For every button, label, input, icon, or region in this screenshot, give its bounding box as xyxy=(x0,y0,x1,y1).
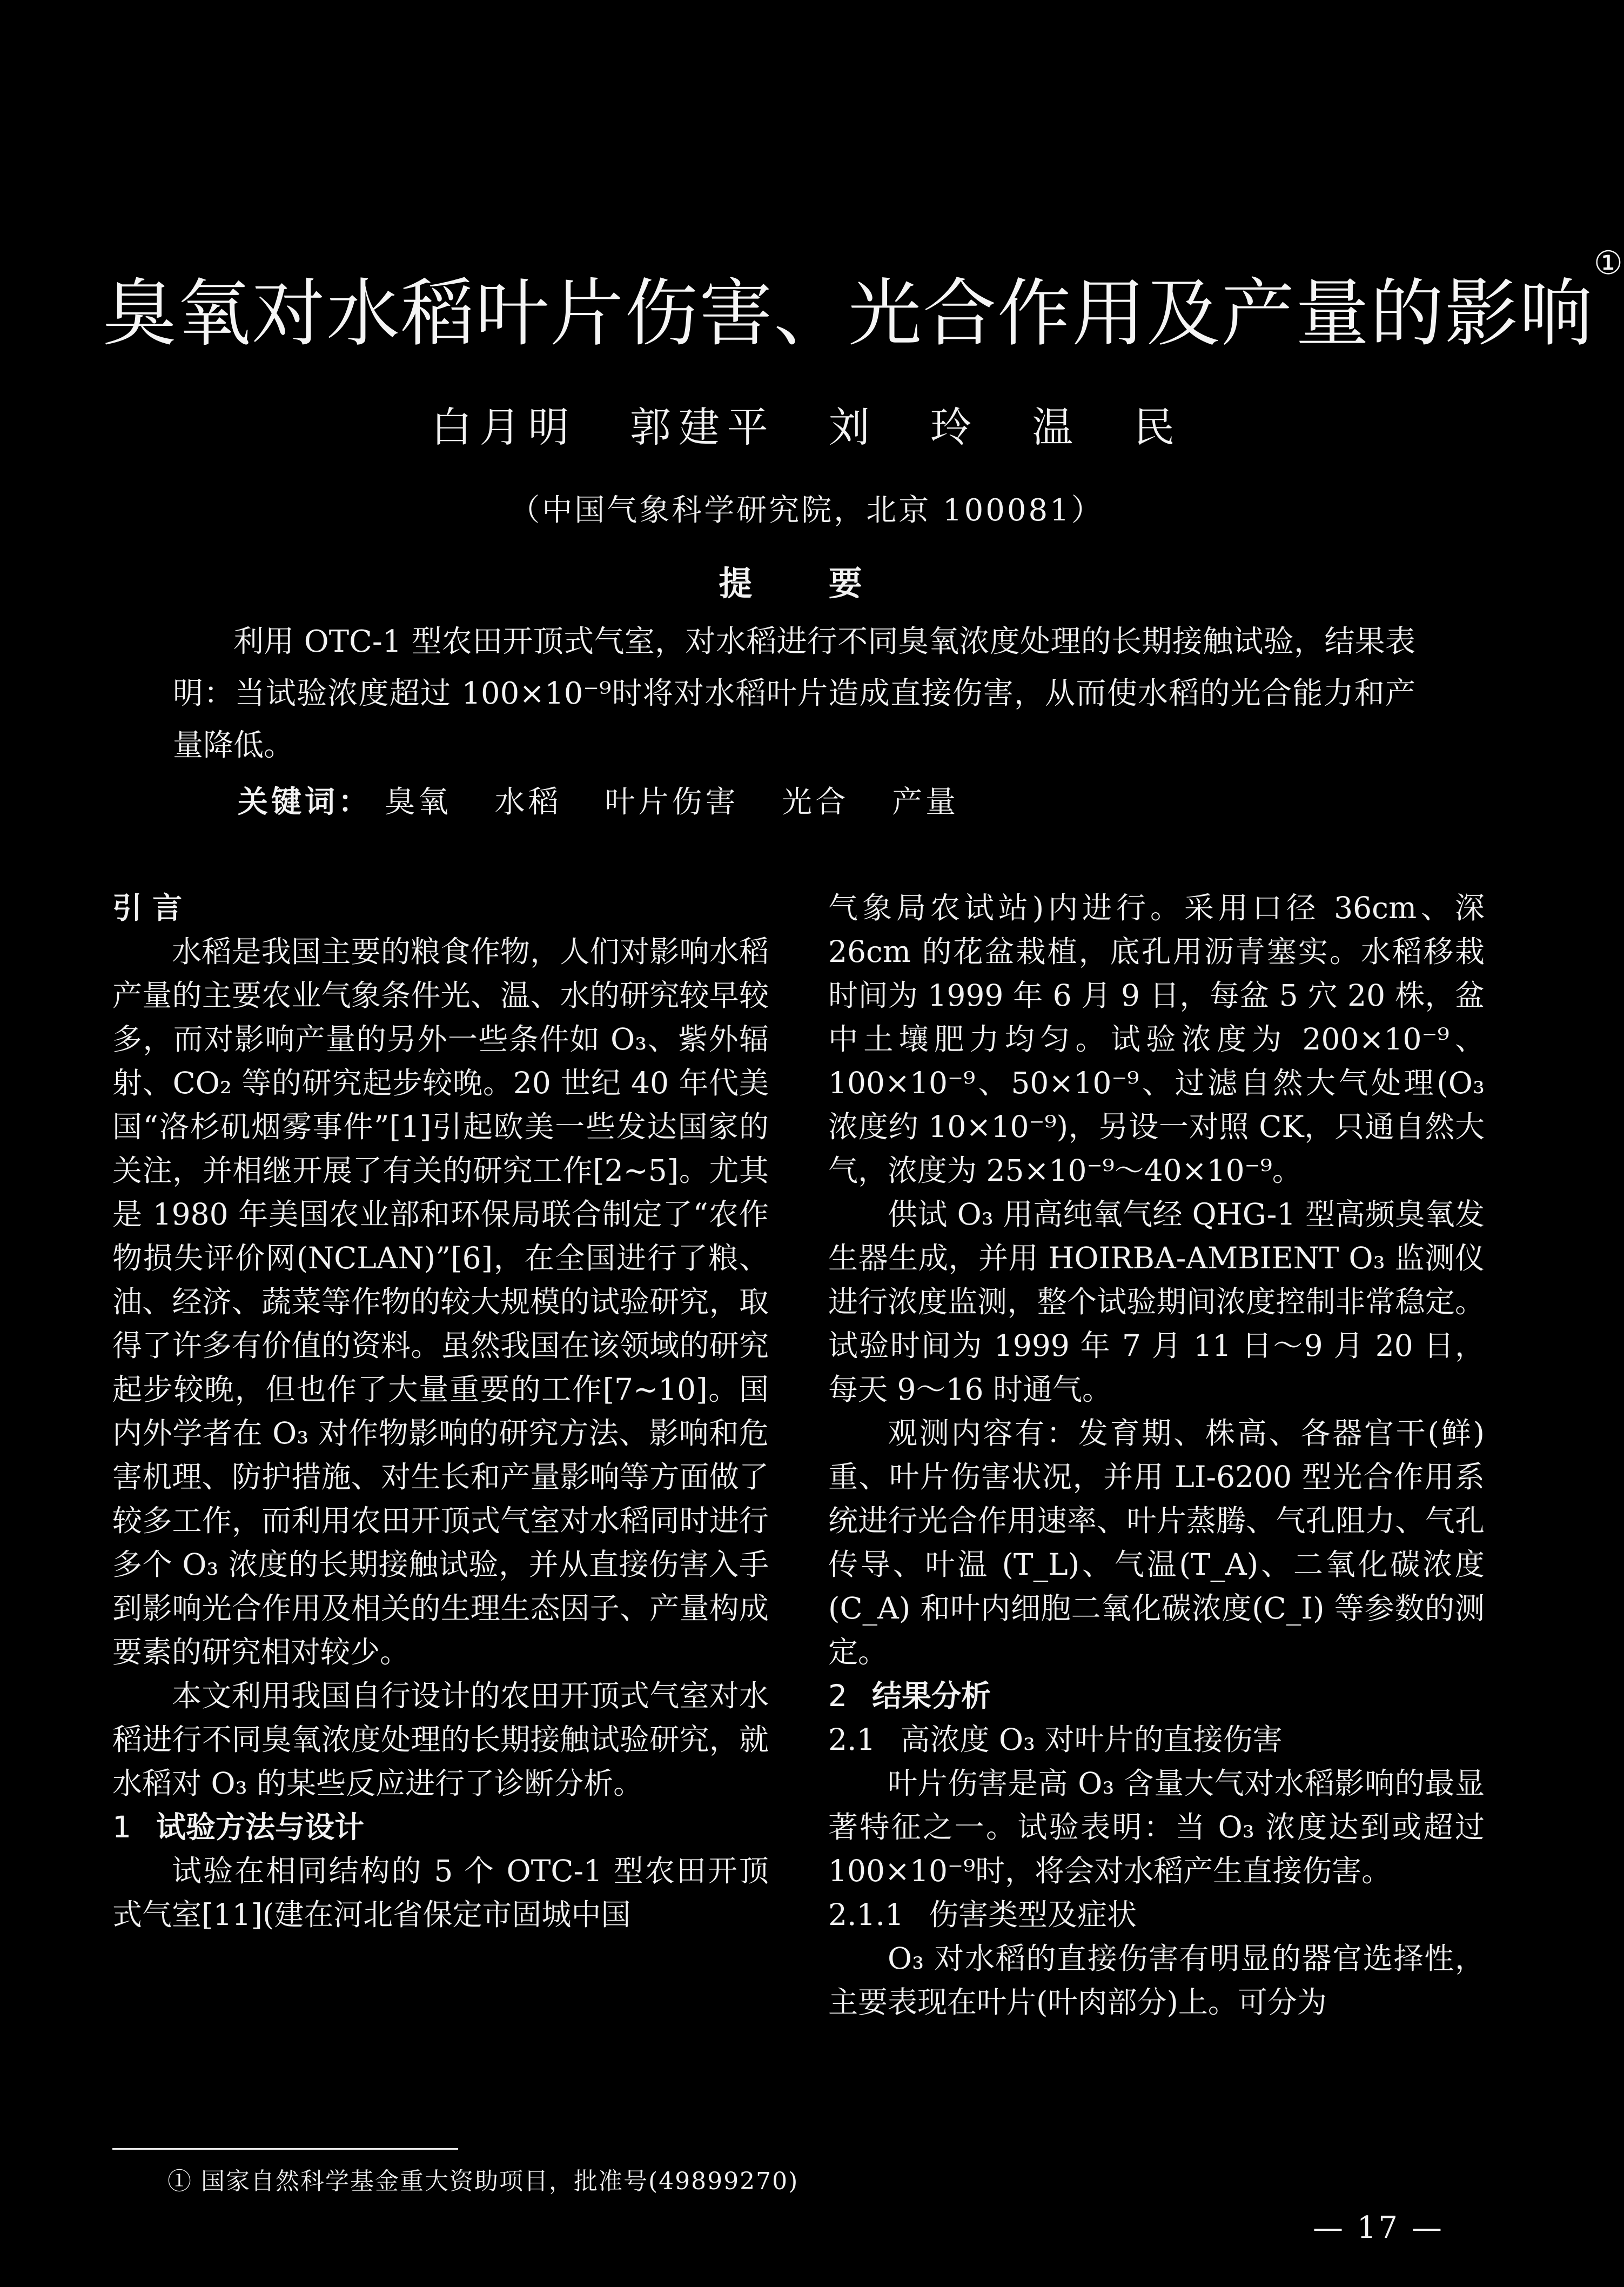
section-number: 1 xyxy=(112,1810,131,1844)
title-footnote-mark: ① xyxy=(1594,244,1624,282)
section-heading-intro: 引 言 xyxy=(112,891,183,925)
affiliation: （中国气象科学研究院，北京 100081） xyxy=(509,493,1104,528)
author-name: 刘 玲 xyxy=(828,403,979,451)
keywords-label: 关键词： xyxy=(238,785,372,820)
page-number: — 17 — xyxy=(1313,2210,1444,2245)
paragraph: O₃ 对水稻的直接伤害有明显的器官选择性，主要表现在叶片(叶肉部分)上。可分为 xyxy=(828,1941,1485,2019)
section-title: 结果分析 xyxy=(872,1679,991,1713)
section-heading-1 xyxy=(112,1805,769,1849)
paragraph: 水稻是我国主要的粮食作物，人们对影响水稻产量的主要农业气象条件光、温、水的研究较早较多，而对影响产量的另外一些条件如 O₃、紫外辐射、CO₂ 等的研究起步较晚。20 世纪 40 年代美国“洛杉矶烟雾事件”[1]引起欧美一些发达国家的关注，并相继开展了有关的研究工作[2~5]。尤其是 1980 年美国农业部和环保局联合制定了“农作物损失评价网(NCLAN)”[6]，在全国进行了粮、油、经济、蔬菜等作物的较大规模的试验研究，取得了许多有价值的资料。虽然我国在该领域的研究起步较晚，但也作了大量重要的工作[7~10]。国内外学者在 O₃ 对作物影响的研究方法、影响和危害机理、防护措施、对生长和产量影响等方面做了较多工作，而利用农田开顶式气室对水稻同时进行多个 O₃ 浓度的长期接触试验，并从直接伤害入手到影响光合作用及相关的生理生态因子、产量构成要素的研究相对较少。 xyxy=(112,934,769,1669)
author-list xyxy=(0,394,1613,453)
right-column xyxy=(828,886,1485,2024)
author-name: 白月明 xyxy=(431,403,577,451)
keyword: 产量 xyxy=(892,785,959,820)
subsection-heading-2-1-1 xyxy=(828,1893,1485,1937)
abstract-heading: 提 要 xyxy=(719,564,895,603)
subsection-heading-2-1 xyxy=(828,1718,1485,1762)
section-number: 2.1.1 xyxy=(828,1897,904,1932)
paragraph: 观测内容有：发育期、株高、各器官干(鲜)重、叶片伤害状况，并用 LI-6200 型光合作用系统进行光合作用速率、叶片蒸腾、气孔阻力、气孔传导、叶温 (T_L)、气温(T_A)、二氧化碳浓度(C_A) 和叶内细胞二氧化碳浓度(C_I) 等参数的测定。 xyxy=(828,1416,1485,1669)
paper-title: 臭氧对水稻叶片伤害、光合作用及产量的影响① xyxy=(103,244,1624,357)
section-number: 2.1 xyxy=(828,1722,876,1757)
keywords xyxy=(238,778,1426,821)
paragraph: 供试 O₃ 用高纯氧气经 QHG-1 型高频臭氧发生器生成，并用 HOIRBA-AMBIENT O₃ 监测仪进行浓度监测，整个试验期间浓度控制非常稳定。试验时间为 1999 年 7 月 11 日～9 月 20 日，每天 9～16 时通气。 xyxy=(828,1197,1485,1407)
keyword: 叶片伤害 xyxy=(605,785,739,820)
section-title: 高浓度 O₃ 对叶片的直接伤害 xyxy=(900,1722,1283,1757)
paragraph: 叶片伤害是高 O₃ 含量大气对水稻影响的最显著特征之一。试验表明：当 O₃ 浓度达到或超过 100×10⁻⁹时，将会对水稻产生直接伤害。 xyxy=(828,1766,1485,1888)
section-heading-2 xyxy=(828,1674,1485,1718)
keyword: 水稻 xyxy=(494,785,562,820)
left-column xyxy=(112,886,769,1937)
abstract-text: 利用 OTC-1 型农田开顶式气室，对水稻进行不同臭氧浓度处理的长期接触试验，结果表明：当试验浓度超过 100×10⁻⁹时将对水稻叶片造成直接伤害，从而使水稻的光合能力和产量降低。 xyxy=(173,624,1415,763)
paragraph: 本文利用我国自行设计的农田开顶式气室对水稻进行不同臭氧浓度处理的长期接触试验研究，就水稻对 O₃ 的某些反应进行了诊断分析。 xyxy=(112,1679,769,1801)
author-name: 温 民 xyxy=(1032,403,1183,451)
section-number: 2 xyxy=(828,1679,847,1713)
keyword: 光合 xyxy=(782,785,849,820)
paragraph: 试验在相同结构的 5 个 OTC-1 型农田开顶式气室[11](建在河北省保定市固城中国 xyxy=(112,1854,769,1932)
section-title: 试验方法与设计 xyxy=(156,1810,365,1844)
footnote: ① 国家自然科学基金重大资助项目，批准号(49899270) xyxy=(167,2168,799,2195)
author-name: 郭建平 xyxy=(629,403,776,451)
keyword: 臭氧 xyxy=(384,785,452,820)
footnote-divider xyxy=(112,2148,458,2150)
section-title: 伤害类型及症状 xyxy=(928,1897,1137,1932)
paragraph: 气象局农试站)内进行。采用口径 36cm、深 26cm 的花盆栽植，底孔用沥青塞实。水稻移栽时间为 1999 年 6 月 9 日，每盆 5 穴 20 株，盆中土壤肥力均匀。试验浓度为 200×10⁻⁹、100×10⁻⁹、50×10⁻⁹、过滤自然大气处理(O₃ 浓度约 10×10⁻⁹)，另设一对照 CK，只通自然大气，浓度为 25×10⁻⁹～40×10⁻⁹。 xyxy=(828,891,1485,1188)
